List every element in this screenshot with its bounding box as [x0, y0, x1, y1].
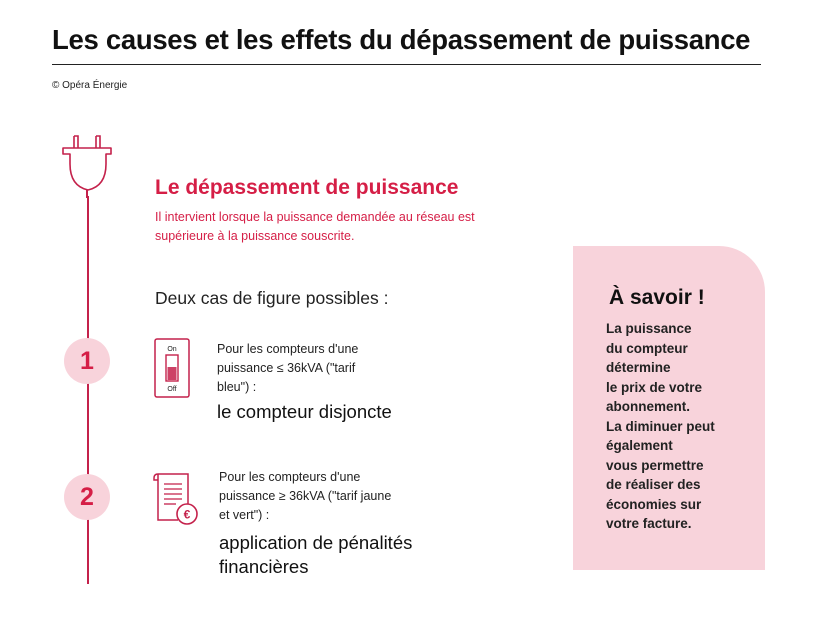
- case-description: Pour les compteurs d'une puissance ≤ 36kVA ("tarif bleu") :: [217, 342, 359, 394]
- section-title: Le dépassement de puissance: [155, 176, 459, 199]
- cases-subheading: Deux cas de figure possibles :: [155, 288, 389, 308]
- plug-icon: [60, 134, 116, 198]
- case-result: application de pénalités financières: [219, 532, 413, 577]
- case-number-badge: 2: [64, 474, 110, 520]
- info-box-title: À savoir !: [609, 286, 705, 309]
- case-result: le compteur disjoncte: [217, 401, 392, 422]
- invoice-euro-icon: [152, 472, 200, 526]
- case-number-badge: 1: [64, 338, 110, 384]
- timeline-line: [87, 196, 89, 584]
- euro-symbol: €: [183, 507, 191, 522]
- switch-icon: [153, 337, 191, 399]
- page-title: Les causes et les effets du dépassement de puissance: [52, 24, 751, 55]
- copyright-notice: © Opéra Énergie: [52, 80, 128, 91]
- title-divider: [52, 64, 761, 65]
- section-description: Il intervient lorsque la puissance demandée au réseau est supérieure à la puissance souscrite.: [155, 210, 475, 243]
- info-box-text: La puissance du compteur détermine le prix de votre abonnement. La diminuer peut également vous permettre de réaliser des économies sur votre facture.: [606, 321, 715, 531]
- switch-off-label: Off: [167, 386, 177, 393]
- case-description: Pour les compteurs d'une puissance ≥ 36kVA ("tarif jaune et vert") :: [219, 470, 392, 522]
- switch-on-label: On: [167, 346, 177, 353]
